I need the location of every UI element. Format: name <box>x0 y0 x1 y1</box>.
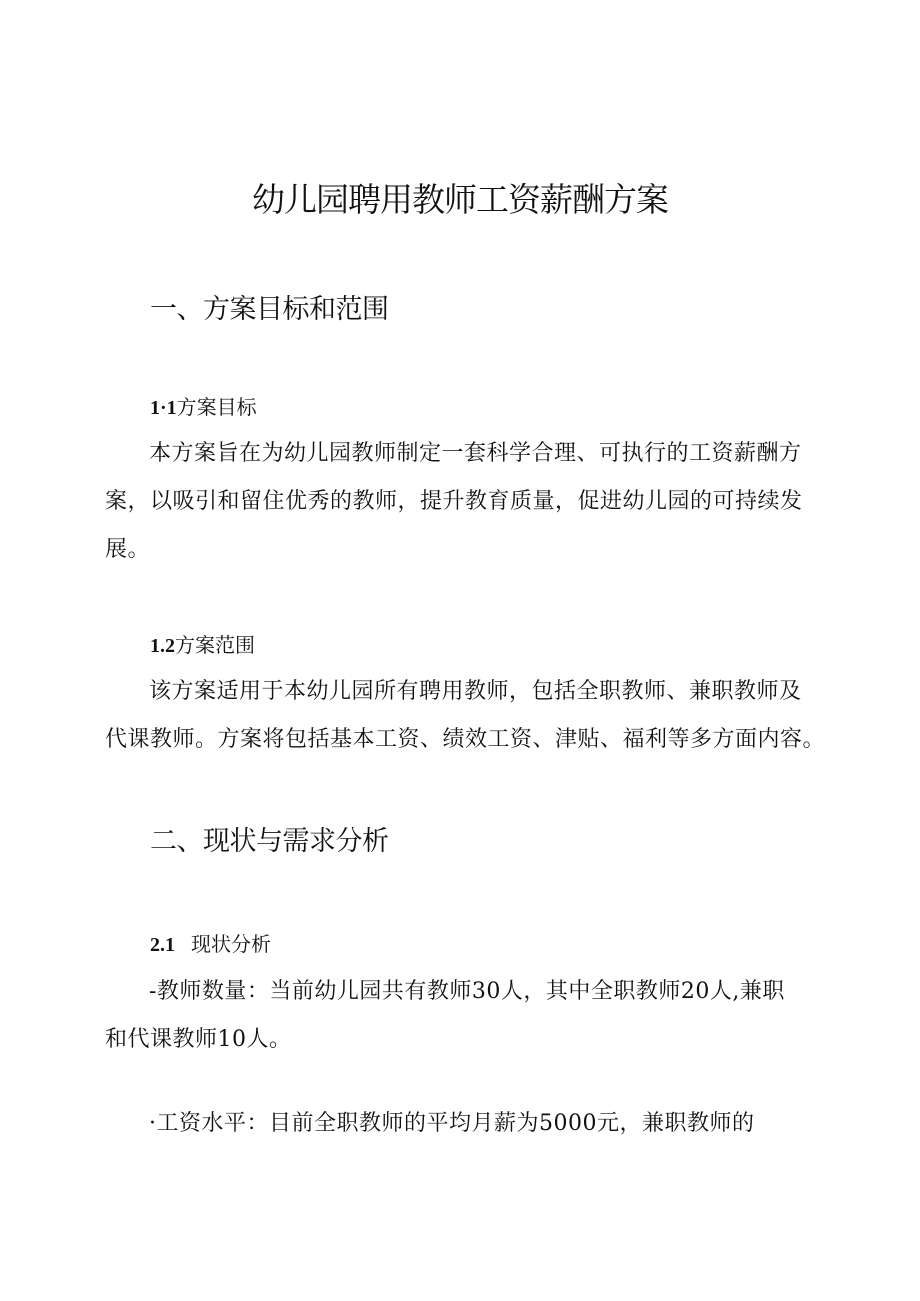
paragraph-goal <box>105 430 825 574</box>
paragraph-line: 代课教师。方案将包括基本工资、绩效工资、津贴、福利等多方面内容。 <box>105 727 826 752</box>
section-2-heading: 二、现状与需求分析 <box>150 826 389 857</box>
subsection-label: 方案目标 <box>176 395 257 419</box>
paragraph-line: 案，以吸引和留住优秀的教师，提升教育质量，促进幼儿园的可持续发 <box>105 489 803 514</box>
subsection-1-1-heading <box>150 392 257 423</box>
paragraph-salary-level <box>105 1100 825 1148</box>
subsection-number: 1.2 <box>150 635 175 657</box>
paragraph-line: 本方案旨在为幼儿园教师制定一套科学合理、可执行的工资薪酬方 <box>149 441 802 466</box>
paragraph-line: -教师数量：当前幼儿园共有教师30人，其中全职教师20人,兼职 <box>149 979 785 1004</box>
subsection-number: 2.1 <box>150 934 175 956</box>
paragraph-line: 和代课教师10人。 <box>105 1027 292 1052</box>
paragraph-scope <box>105 668 825 764</box>
paragraph-line: 该方案适用于本幼儿园所有聘用教师，包括全职教师、兼职教师及 <box>149 679 802 704</box>
subsection-2-1-heading <box>150 929 271 960</box>
section-1-heading: 一、方案目标和范围 <box>150 294 389 325</box>
paragraph-teacher-count <box>105 968 825 1064</box>
paragraph-line: 展。 <box>105 537 151 562</box>
document-title: 幼儿园聘用教师工资薪酬方案 <box>252 180 668 219</box>
subsection-label: 方案范围 <box>175 633 255 657</box>
subsection-number: 1·1 <box>150 397 177 419</box>
paragraph-line: ·工资水平：目前全职教师的平均月薪为5000元，兼职教师的 <box>149 1111 755 1136</box>
subsection-1-2-heading <box>150 630 255 661</box>
subsection-label: 现状分析 <box>191 932 271 956</box>
